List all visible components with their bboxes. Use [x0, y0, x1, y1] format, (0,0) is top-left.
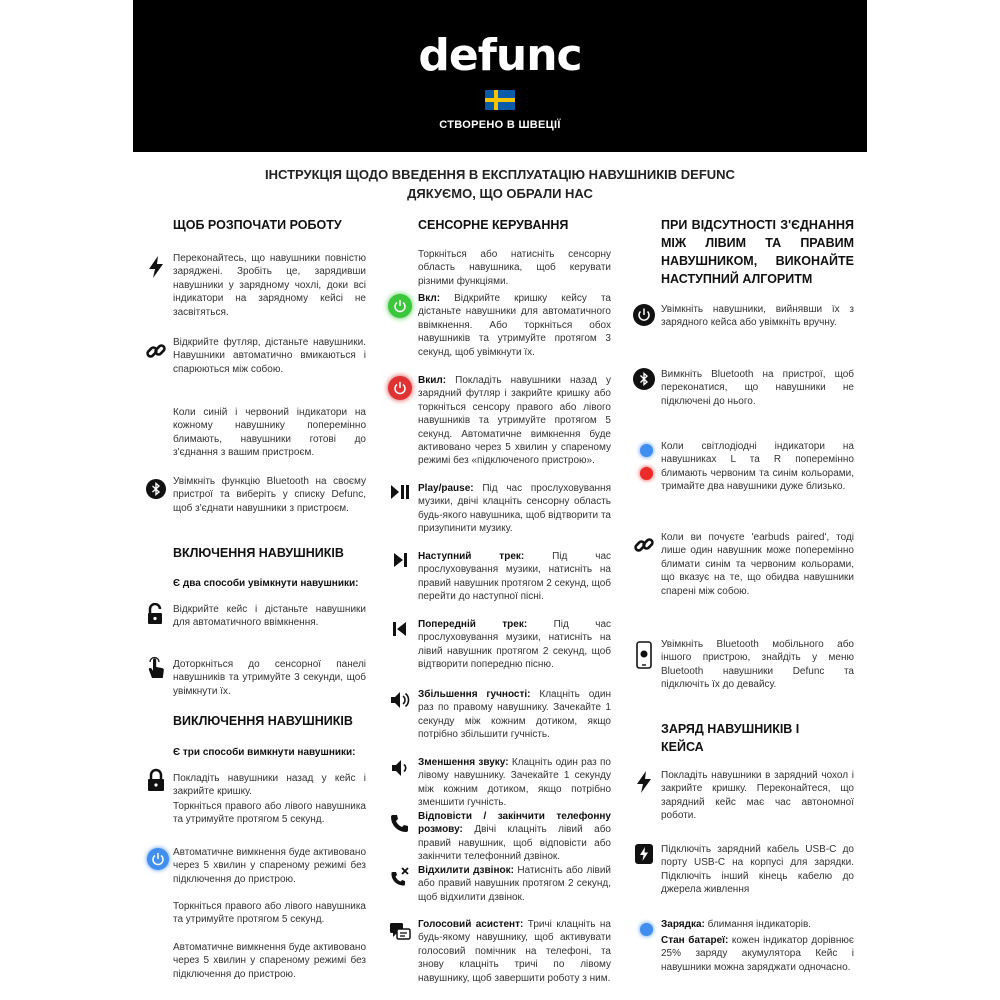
touch-prev-text: Під час прослуховування музики, натисніть на лівий навушник протягом 2 секунд, щоб відтворити попередню пісню. [418, 619, 612, 671]
lightning-icon [145, 256, 167, 278]
voice-assistant-icon [389, 920, 411, 942]
lock-icon [145, 769, 167, 791]
touch-reject [418, 864, 611, 904]
previous-track-icon [389, 618, 411, 640]
bluetooth-icon [145, 478, 167, 500]
volume-down-icon [389, 757, 411, 779]
touch-play-label: Play/pause: [418, 483, 474, 494]
touch-call [418, 810, 611, 864]
para-off-2: Торкніться правого або лівого навушника та утримуйте протягом 5 секунд. [173, 801, 366, 826]
touch-voldown [418, 756, 611, 810]
charging-battery-icon [633, 843, 655, 865]
touch-on-text: Відкрийте кришку кейсу та дістаньте навушники для автоматичного ввімкнення. Або торкніться обох навушників та утримуйте протягом 3 секунд, щоб увімкнути їх. [418, 293, 611, 358]
volume-up-icon [389, 689, 411, 711]
header-banner [133, 0, 867, 152]
touch-next-label: Наступний трек: [418, 551, 525, 562]
smartphone-icon [633, 640, 655, 670]
touch-prev-label: Попередній трек: [418, 619, 528, 630]
charge-para-3 [661, 918, 854, 931]
para-off-3: Автоматичне вимкнення буде активовано через 5 хвилин у спареному режимі без підключення до пристрою. [173, 847, 366, 885]
blue-power-icon [147, 848, 169, 870]
charge-status-text: блимання індикаторів. [707, 919, 812, 930]
document-page [133, 0, 867, 1000]
blue-led-indicator-2 [640, 923, 653, 936]
bluetooth-icon-2 [633, 368, 655, 390]
para-start-1: Переконайтесь, що навушники повністю заряджені. Зробіть це, зарядивши навушники у зарядному чохлі, доки всі індикатори на зарядному кейсі не засвітяться. [173, 253, 366, 318]
touch-prev [418, 618, 611, 672]
power-off-intro-text: Є три способи вимкнути навушники: [173, 747, 356, 758]
unlock-icon [145, 603, 167, 625]
charge-status-label: Зарядка: [661, 919, 705, 930]
touch-voice [418, 918, 611, 985]
touch-play-text: Під час прослуховування музики, двічі клацніть сенсорну область будь-якого навушника, щоб відтворити та призупинити музику. [418, 483, 611, 535]
touch-call-text: Двічі клацніть лівий або правий навушник, щоб відповісти або закінчити телефонний дзвінок. [418, 824, 611, 863]
para-on-2: Доторкніться до сенсорної панелі навушників та утримуйте 3 секунди, щоб увімкнути їх. [173, 659, 366, 697]
touch-off-text: Покладіть навушники назад у зарядний футляр і закрийте кришку або торкніться сенсору правого або лівого навушників та утримуйте протягом 5 секунд. Автоматичне вимкнення буде активовано через 5 хвилин у спареному режимі без «підключеного пристрою». [418, 375, 611, 467]
pair-para-5: Увімкніть Bluetooth мобільного або іншого пристрою, знайдіть у меню Bluetooth навушники Defunc та підключіть їх до девайсу. [661, 639, 854, 691]
touch-intro: Торкніться або натисніть сенсорну область навушника, щоб керувати різними функціями. [418, 249, 611, 287]
para-off-5: Автоматичне вимкнення буде активовано через 5 хвилин у спареному режимі без підключення до пристрою. [173, 942, 366, 980]
green-power-icon [388, 294, 412, 318]
red-led-indicator [640, 467, 653, 480]
power-off-intro [173, 746, 366, 759]
touch-on [418, 292, 611, 359]
power-icon [633, 304, 655, 326]
heading-touch-controls: СЕНСОРНЕ КЕРУВАННЯ [418, 218, 569, 232]
heading-power-off: ВИКЛЮЧЕННЯ НАВУШНИКІВ [173, 714, 353, 728]
para-start-2: Відкрийте футляр, дістаньте навушники. Навушники автоматично вмикаються і спарюються між собою. [173, 337, 366, 375]
charge-para-2: Підключіть зарядний кабель USB-C до порту USB-C на корпусі для зарядки. Підключіть інший кінець кабелю до джерела живлення [661, 844, 854, 896]
brand-logo: defunc [418, 30, 582, 81]
touch-call-label: Відповісти / закінчити телефонну розмову: [418, 811, 611, 836]
power-on-intro [173, 577, 366, 590]
touch-off-label: Вкил: [418, 375, 447, 386]
made-in-label: СТВОРЕНО В ШВЕЦІЇ [439, 119, 561, 131]
para-start-4: Увімкніть функцію Bluetooth на своєму пристрої та виберіть у списку Defunc, щоб з'єднати навушники з пристроєм. [173, 476, 366, 514]
touch-off [418, 374, 611, 468]
battery-state-text: кожен індикатор дорівнює 25% заряду акумулятора Кейс і навушники можна заряджати одночасно. [661, 935, 854, 973]
para-start-3: Коли синій і червоний індикатори на кожному навушнику поперемінно блимають, навушники готові до з'єднання з вашим пристроєм. [173, 407, 366, 459]
sweden-flag-icon [485, 90, 515, 110]
touch-voldown-text: Клацніть один раз по лівому навушнику. Зачекайте 1 секунду між кожним дотиком, якщо потрібно зменшити гучність. [418, 757, 611, 809]
touch-reject-label: Відхилити дзвінок: [418, 865, 514, 876]
touch-next-text: Під час прослуховування музики, натисніть на правий навушник протягом 2 секунд, щоб перейти до наступної пісні. [418, 551, 612, 603]
doc-title: ІНСТРУКЦІЯ ЩОДО ВВЕДЕННЯ В ЕКСПЛУАТАЦІЮ НАВУШНИКІВ DEFUNC [265, 167, 735, 182]
pair-para-3: Коли світлодіодні індикатори на навушниках L та R поперемінно блимають червоним та синім кольорами, тримайте два навушники дуже близько. [661, 441, 854, 493]
battery-state-label: Стан батареї: [661, 935, 729, 946]
next-track-icon [389, 549, 411, 571]
pair-para-1: Увімкніть навушники, вийнявши їх з зарядного кейса або увімкніть вручну. [661, 304, 854, 329]
heading-charging: ЗАРЯД НАВУШНИКІВ І КЕЙСА [661, 722, 800, 754]
charge-para-4 [661, 934, 854, 974]
para-off-4: Торкніться правого або лівого навушника та утримуйте протягом 5 секунд. [173, 901, 366, 926]
touch-volup-label: Збільшення гучності: [418, 689, 531, 700]
reject-call-icon [389, 866, 411, 888]
para-on-1: Відкрийте кейс і дістаньте навушники для автоматичного ввімкнення. [173, 604, 366, 629]
red-power-icon [388, 376, 412, 400]
para-off-1: Покладіть навушники назад у кейс і закрийте кришку. [173, 773, 366, 798]
pair-para-2: Вимкніть Bluetooth на пристрої, щоб переконатися, що навушники не підключені до нього. [661, 369, 854, 407]
touch-voice-label: Голосовий асистент: [418, 919, 524, 930]
touch-reject-text: Натисніть або лівий або правий навушник протягом 2 секунд, щоб відхилити дзвінок. [418, 865, 612, 903]
lightning-icon-2 [633, 771, 655, 793]
touch-play [418, 482, 611, 536]
heading-getting-started: ЩОБ РОЗПОЧАТИ РОБОТУ [173, 218, 342, 232]
blue-led-indicator [640, 444, 653, 457]
heading-power-on: ВКЛЮЧЕННЯ НАВУШНИКІВ [173, 546, 344, 560]
touch-volup-text: Клацніть один раз по правому навушнику. Зачекайте 1 секунду між кожним дотиком, якщо потрібно збільшити гучність. [418, 689, 611, 741]
pair-para-4: Коли ви почуєте 'earbuds paired', тоді лише один навушник може поперемінно блимати синім та червоним кольорами, що вказує на те, що обидва навушники спарені між собою. [661, 532, 854, 597]
touch-hand-icon [145, 657, 167, 679]
phone-call-icon [389, 812, 411, 834]
heading-pairing-fix: ПРИ ВІДСУТНОСТІ З'ЄДНАННЯ МІЖ ЛІВИМ ТА ПРАВИМ НАВУШНИКОМ, ВИКОНАЙТЕ НАСТУПНИЙ АЛГОРИТМ [661, 218, 854, 286]
touch-voice-text: Тричі клацніть на будь-якому навушнику, щоб активувати голосовий помічник на телефоні, та знову клацніть тричі по лівому навушнику, щоб завершити роботу з ним. [418, 919, 611, 984]
link-icon-2 [633, 534, 655, 556]
touch-volup [418, 688, 611, 742]
power-on-intro-text: Є два способи увімкнути навушники: [173, 578, 359, 589]
touch-voldown-label: Зменшення звуку: [418, 757, 509, 768]
touch-on-label: Вкл: [418, 293, 441, 304]
link-icon [145, 340, 167, 362]
charge-para-1: Покладіть навушники в зарядний чохол і закрийте кришку. Переконайтеся, що зарядний кейс має час автономної роботи. [661, 770, 854, 822]
touch-next [418, 550, 611, 604]
play-pause-icon [389, 481, 411, 503]
doc-subtitle: ДЯКУЄМО, ЩО ОБРАЛИ НАС [407, 186, 593, 201]
